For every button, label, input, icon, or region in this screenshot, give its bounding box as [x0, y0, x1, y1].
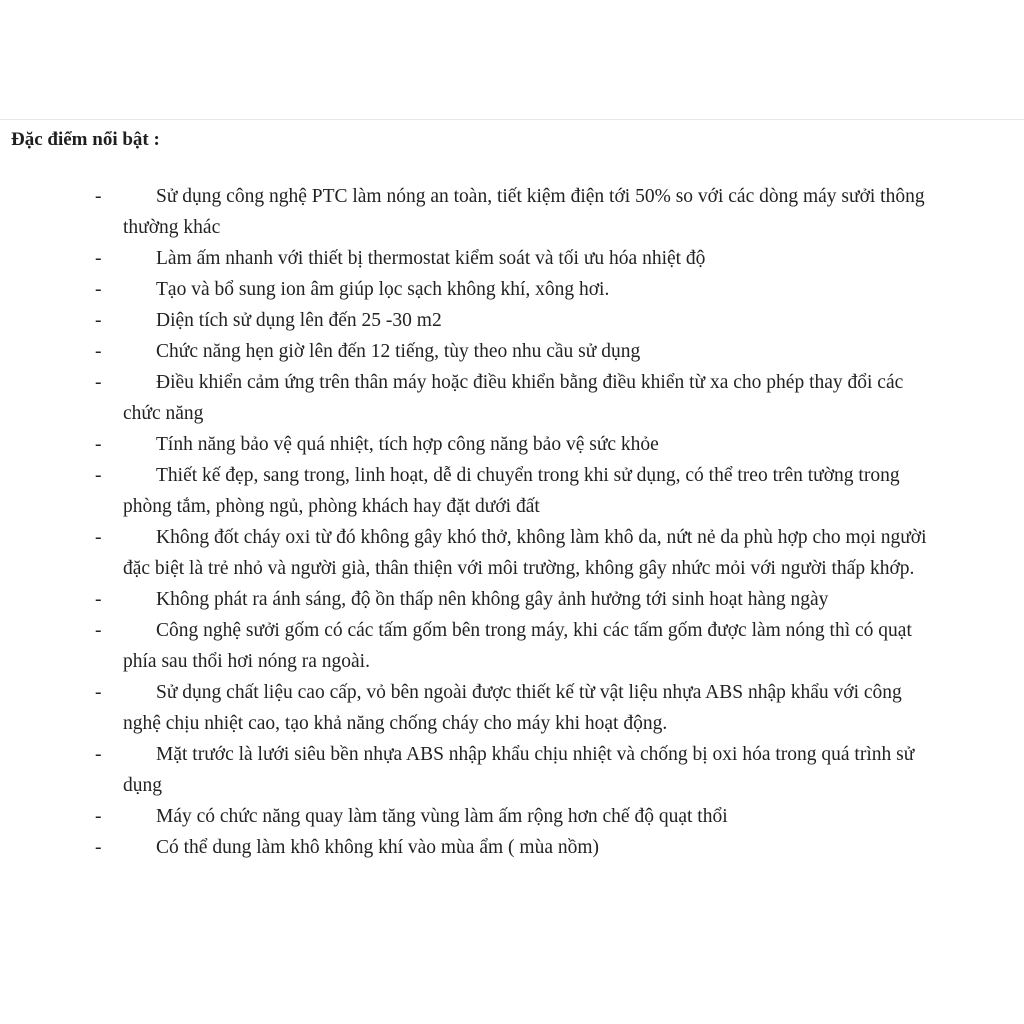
feature-item: [0, 367, 943, 429]
feature-text: Không phát ra ánh sáng, độ ồn thấp nên không gây ảnh hưởng tới sinh hoạt hàng ngày: [156, 589, 829, 610]
bullet-dash: -: [95, 589, 102, 610]
bullet-dash: -: [95, 310, 102, 331]
bullet-dash: -: [95, 682, 102, 703]
feature-item: [0, 181, 943, 243]
feature-item: [0, 429, 943, 460]
feature-item: [0, 615, 943, 677]
feature-item: [0, 336, 943, 367]
top-divider: [0, 119, 1024, 120]
feature-text: Mặt trước là lưới siêu bền nhựa ABS nhập khẩu chịu nhiệt và chống bị oxi hóa trong quá trình sử dụng: [123, 744, 915, 796]
feature-text: Thiết kế đẹp, sang trong, linh hoạt, dễ di chuyển trong khi sử dụng, có thể treo trên tường trong phòng tắm, phòng ngủ, phòng khách hay đặt dưới đất: [123, 465, 900, 517]
feature-text: Có thể dung làm khô không khí vào mùa ẩm ( mùa nồm): [156, 837, 600, 858]
bullet-dash: -: [95, 248, 102, 269]
feature-text: Máy có chức năng quay làm tăng vùng làm ấm rộng hơn chế độ quạt thổi: [156, 806, 728, 827]
bullet-dash: -: [95, 186, 102, 207]
feature-item: [0, 522, 943, 584]
bullet-dash: -: [95, 341, 102, 362]
feature-item: [0, 739, 943, 801]
feature-list: [0, 181, 1024, 863]
feature-text: Công nghệ sưởi gốm có các tấm gốm bên trong máy, khi các tấm gốm được làm nóng thì có quạt phía sau thổi hơi nóng ra ngoài.: [123, 620, 912, 672]
bullet-dash: -: [95, 620, 102, 641]
feature-text: Điều khiển cảm ứng trên thân máy hoặc điều khiển bằng điều khiển từ xa cho phép thay đổi các chức năng: [123, 372, 904, 424]
bullet-dash: -: [95, 837, 102, 858]
feature-item: [0, 305, 943, 336]
section-heading: Đặc điểm nổi bật :: [11, 129, 160, 150]
feature-text: Tạo và bổ sung ion âm giúp lọc sạch không khí, xông hơi.: [156, 279, 610, 300]
feature-item: [0, 243, 943, 274]
bullet-dash: -: [95, 806, 102, 827]
feature-text: Không đốt cháy oxi từ đó không gây khó thở, không làm khô da, nứt nẻ da phù hợp cho mọi người đặc biệt là trẻ nhỏ và người già, thân thiện với môi trường, không gây nhức mỏi với người thấp khớp.: [123, 527, 927, 579]
feature-item: [0, 677, 943, 739]
feature-item: [0, 584, 943, 615]
feature-text: Tính năng bảo vệ quá nhiệt, tích hợp công năng bảo vệ sức khỏe: [156, 434, 659, 455]
bullet-dash: -: [95, 465, 102, 486]
feature-text: Sử dụng chất liệu cao cấp, vỏ bên ngoài được thiết kế từ vật liệu nhựa ABS nhập khẩu với công nghệ chịu nhiệt cao, tạo khả năng chống cháy cho máy khi hoạt động.: [123, 682, 902, 734]
feature-text: Diện tích sử dụng lên đến 25 -30 m2: [156, 310, 442, 331]
feature-text: Chức năng hẹn giờ lên đến 12 tiếng, tùy theo nhu cầu sử dụng: [156, 341, 641, 362]
feature-item: [0, 274, 943, 305]
feature-item: [0, 801, 943, 832]
feature-item: [0, 832, 943, 863]
bullet-dash: -: [95, 527, 102, 548]
feature-item: [0, 460, 943, 522]
bullet-dash: -: [95, 744, 102, 765]
feature-text: Sử dụng công nghệ PTC làm nóng an toàn, tiết kiệm điện tới 50% so với các dòng máy sưởi thông thường khác: [123, 186, 925, 238]
bullet-dash: -: [95, 372, 102, 393]
feature-text: Làm ấm nhanh với thiết bị thermostat kiểm soát và tối ưu hóa nhiệt độ: [156, 248, 706, 269]
bullet-dash: -: [95, 434, 102, 455]
bullet-dash: -: [95, 279, 102, 300]
